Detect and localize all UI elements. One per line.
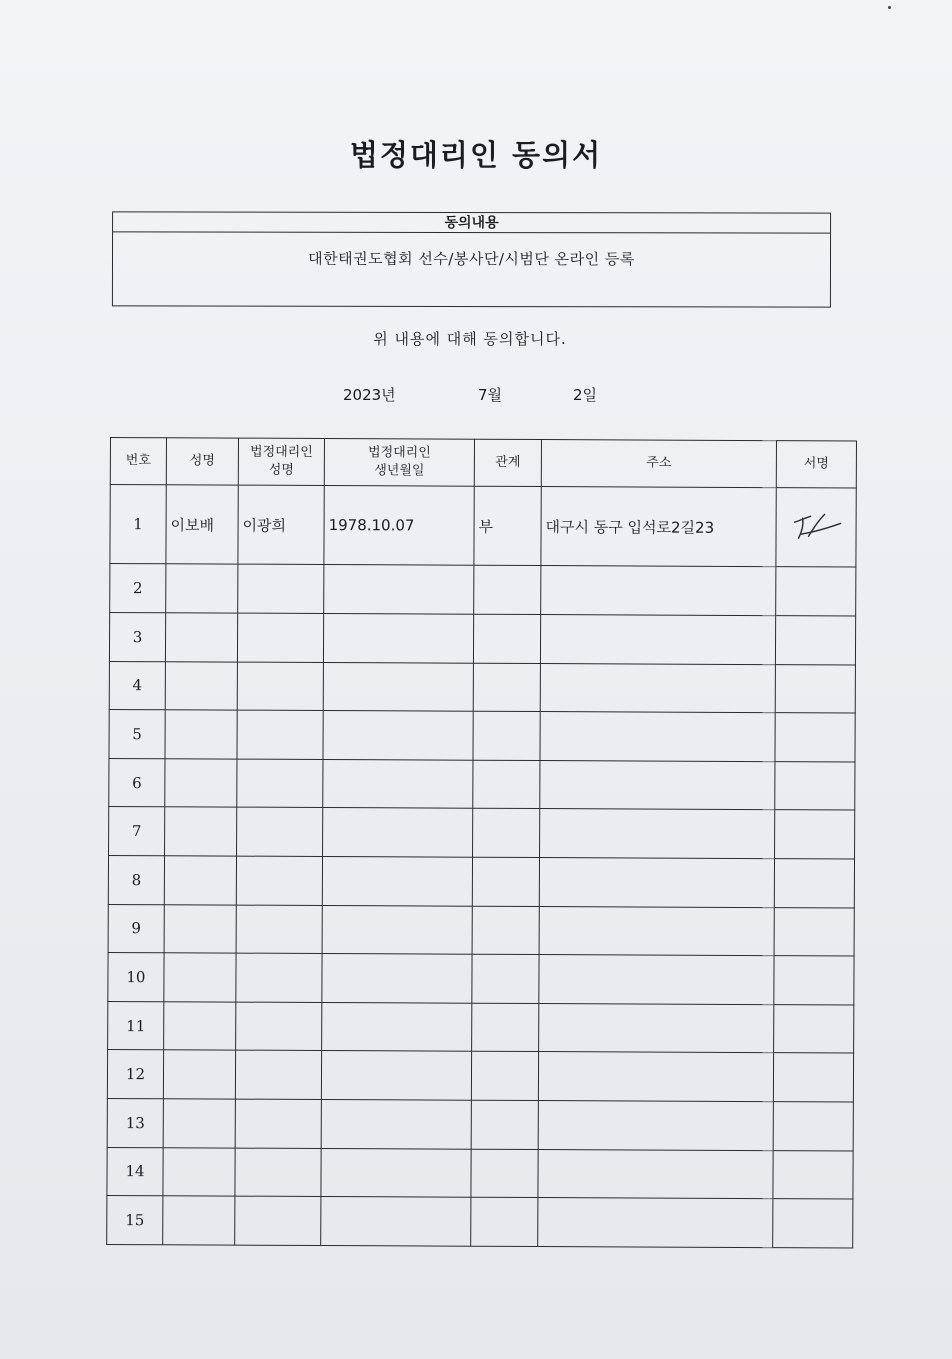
cell-relation [471,1149,538,1198]
cell-number: 5 [109,710,165,759]
cell-signature [776,488,856,568]
cell-guardian-name [235,1099,321,1148]
cell-name [163,1147,235,1196]
cell-relation [473,711,540,760]
table-row [108,904,854,956]
cell-guardian-birth [322,905,472,954]
date-year: 2023년 [343,386,396,404]
cell-name [163,1050,235,1099]
cell-relation [472,954,539,1003]
cell-guardian-name [235,1196,321,1245]
header-name: 성명 [166,438,238,485]
cell-address [540,663,775,713]
cell-guardian-name [236,1002,322,1051]
cell-name [163,1099,235,1148]
cell-signature [773,1150,853,1199]
cell-signature [774,956,854,1005]
cell-guardian-birth [321,1148,471,1197]
handwritten-signature-icon [790,512,842,542]
cell-guardian-birth [321,1197,471,1246]
cell-name [164,953,236,1002]
cell-address [540,614,775,664]
header-guardian-birth-line2: 생년월일 [374,463,425,479]
cell-guardian-birth [321,1100,471,1149]
table-row [110,564,856,616]
cell-address [538,1052,773,1102]
signers-table-wrap [106,437,856,1249]
cell-number: 8 [108,855,164,904]
cell-guardian-birth [321,1051,471,1100]
table-row [109,612,855,664]
cell-name [164,904,236,953]
cell-address [541,566,776,616]
cell-guardian-birth [324,565,474,614]
table-row [108,855,854,907]
cell-signature [773,1102,853,1151]
table-row [107,1099,853,1151]
cell-address [540,809,775,859]
header-guardian-name [238,438,324,485]
cell-signature [774,1004,854,1053]
cell-number: 6 [109,758,165,807]
cell-guardian-birth: 1978.10.07 [324,486,474,566]
table-row [107,1147,853,1199]
cell-relation [473,809,540,858]
cell-relation [473,760,540,809]
cell-name [165,807,237,856]
cell-name [165,613,237,662]
table-row [107,1196,853,1248]
header-guardian-birth [324,439,474,487]
page-title: 법정대리인 동의서 [349,138,603,172]
date-month: 7월 [478,386,503,404]
consent-content-box [112,211,831,307]
cell-number: 15 [107,1196,163,1245]
consent-content-body: 대한태권도협회 선수/봉사단/시범단 온라인 등록 [308,249,635,269]
cell-address [538,1149,773,1199]
header-guardian-name-line1: 법정대리인 [249,444,313,460]
cell-guardian-name [236,905,322,954]
cell-signature [775,810,855,859]
paper-speck [888,6,891,9]
cell-guardian-birth [323,808,473,857]
cell-relation [471,1052,538,1101]
cell-number: 10 [108,953,164,1002]
header-number: 번호 [110,438,166,485]
cell-number: 1 [110,485,166,565]
agree-statement: 위 내용에 대해 동의합니다. [373,330,567,348]
table-row [109,807,855,859]
cell-number: 12 [107,1050,163,1099]
cell-signature [775,713,855,762]
cell-signature [775,761,855,810]
table-row [108,1001,854,1053]
cell-number: 7 [109,807,165,856]
cell-guardian-birth [323,613,473,662]
cell-signature [775,616,855,665]
cell-guardian-name [237,807,323,856]
cell-guardian-birth [322,856,472,905]
cell-guardian-name [236,953,322,1002]
header-guardian-name-line2: 성명 [268,462,294,478]
cell-guardian-birth [323,662,473,711]
cell-signature [774,859,854,908]
cell-name [164,856,236,905]
cell-guardian-birth [322,954,472,1003]
header-relation: 관계 [474,439,541,486]
signers-table-body [107,485,857,1249]
table-row [109,710,855,762]
cell-name [165,759,237,808]
cell-signature [773,1199,853,1248]
cell-number: 4 [109,661,165,710]
cell-name [164,1002,236,1051]
cell-guardian-name [237,710,323,759]
cell-address [539,1003,774,1053]
cell-guardian-name [238,564,324,613]
cell-number: 11 [108,1001,164,1050]
cell-signature [776,567,856,616]
cell-guardian-birth [323,759,473,808]
signers-table [106,437,857,1249]
cell-relation [472,1003,539,1052]
cell-relation [473,663,540,712]
cell-relation: 부 [474,486,541,566]
cell-relation [474,566,541,615]
cell-address: 대구시 동구 입석로2길23 [541,487,776,567]
cell-address [538,1198,773,1248]
table-row [109,661,855,713]
cell-address [538,1101,773,1151]
date-day: 2일 [573,386,598,404]
cell-name [163,1196,235,1245]
table-row [108,953,854,1005]
cell-guardian-name [235,1051,321,1100]
cell-guardian-name [235,1148,321,1197]
cell-relation [472,906,539,955]
cell-name [165,661,237,710]
header-guardian-birth-line1: 법정대리인 [367,445,431,461]
cell-address [540,760,775,810]
cell-number: 2 [110,564,166,613]
table-row [110,485,856,568]
cell-number: 3 [109,612,165,661]
cell-signature [775,664,855,713]
cell-number: 13 [107,1099,163,1148]
cell-signature [773,1053,853,1102]
cell-relation [472,857,539,906]
cell-address [539,906,774,956]
cell-number: 14 [107,1147,163,1196]
cell-name: 이보배 [166,485,238,565]
cell-guardian-name [237,613,323,662]
header-signature: 서명 [776,441,856,488]
cell-signature [774,907,854,956]
cell-number: 9 [108,904,164,953]
cell-relation [473,614,540,663]
consent-content-header: 동의내용 [113,212,830,233]
cell-guardian-name: 이광희 [238,485,324,565]
cell-relation [471,1197,538,1246]
cell-guardian-name [237,759,323,808]
header-address: 주소 [541,440,776,488]
table-row [109,758,855,810]
cell-guardian-birth [322,1002,472,1051]
cell-guardian-name [237,662,323,711]
table-row [107,1050,853,1102]
cell-relation [471,1100,538,1149]
cell-guardian-birth [323,711,473,760]
cell-name [165,710,237,759]
cell-address [539,857,774,907]
cell-name [166,564,238,613]
cell-guardian-name [236,856,322,905]
cell-address [540,712,775,762]
cell-address [539,955,774,1005]
table-header-row [110,438,856,489]
